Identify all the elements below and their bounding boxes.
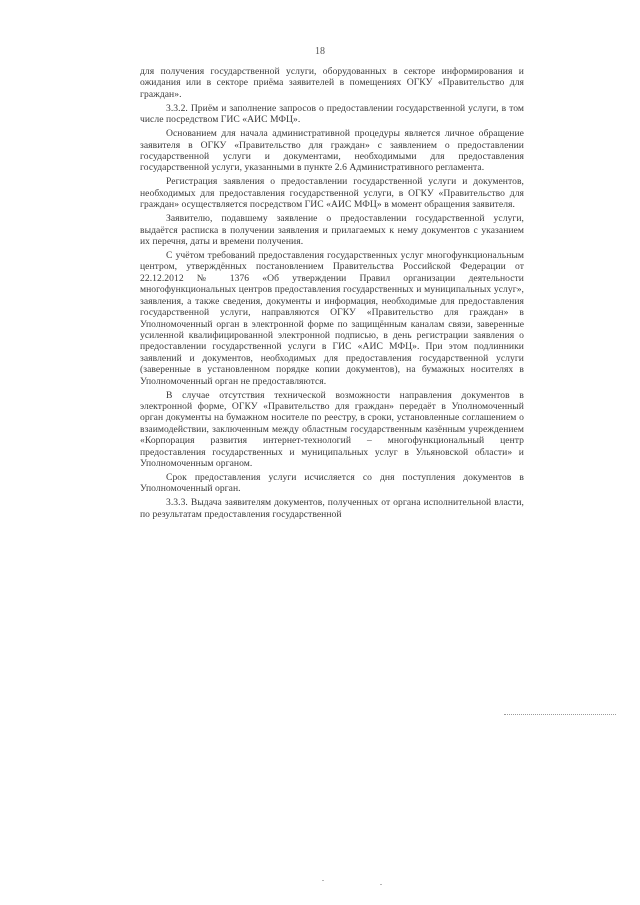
- paragraph-requirements: С учётом требований предоставления государственных услуг многофункциональным центром, утверждённых постановлением Правительства Российской Федерации от 22.12.2012 № 1376 «Об утверждении Правил организации деятельности многофункциональных центров предоставления государственных и муниципальных услуг», заявления, а также сведения, документы и информация, необходимые для предоставления государственной услуги, направляются ОГКУ «Правительство для граждан» в Уполномоченный орган в электронной форме по защищённым каналам связи, заверенные усиленной квалифицированной электронной подписью, в день регистрации заявления о предоставлении государственной услуги в ГИС «АИС МФЦ». При этом подлинники заявлений и документов, необходимых для предоставления государственной услуги (заверенные в установленном порядке копии документов), на бумажных носителях в Уполномоченный орган не предоставляются.: [140, 250, 524, 387]
- paragraph-continuation: для получения государственной услуги, оборудованных в секторе информирования и ожидания или в секторе приёма заявителей в помещениях ОГКУ «Правительство для граждан».: [140, 66, 524, 100]
- scan-dot: [322, 880, 324, 881]
- scan-dot: [380, 884, 382, 885]
- document-body: [140, 66, 524, 523]
- paragraph-section-3-3-3: 3.3.3. Выдача заявителям документов, полученных от органа исполнительной власти, по результатам предоставления государственной: [140, 497, 524, 520]
- paragraph-basis: Основанием для начала административной процедуры является личное обращение заявителя в ОГКУ «Правительство для граждан» с заявлением о предоставлении государственной услуги и документами, необходимыми для предоставления государственной услуги, указанными в пункте 2.6 Административного регламента.: [140, 128, 524, 174]
- page-number: 18: [315, 46, 325, 57]
- scan-dotted-line: [504, 714, 616, 715]
- paragraph-section-3-3-2: 3.3.2. Приём и заполнение запросов о предоставлении государственной услуги, в том числе посредством ГИС «АИС МФЦ».: [140, 102, 524, 126]
- paragraph-registration: Регистрация заявления о предоставлении государственной услуги и документов, необходимых для предоставления государственной услуги, в ОГКУ «Правительство для граждан» осуществляется посредством ГИС «АИС МФЦ» в момент обращения заявителя.: [140, 176, 524, 211]
- paragraph-term: Срок предоставления услуги исчисляется со дня поступления документов в Уполномоченный орган.: [140, 471, 524, 495]
- paragraph-no-technical-possibility: В случае отсутствия технической возможности направления документов в электронной форме, ОГКУ «Правительство для граждан» передаёт в Уполномоченный орган документы на бумажном носителе по реестру, в сроки, установленные соглашением о взаимодействии, заключенным между областным государственным казённым учреждением «Корпорация развития интернет-технологий – многофункциональный центр предоставления государственных и муниципальных услуг в Ульяновской области» и Уполномоченным органом.: [140, 389, 524, 469]
- paragraph-receipt: Заявителю, подавшему заявление о предоставлении государственной услуги, выдаётся расписка в получении заявления и прилагаемых к нему документов с указанием их перечня, даты и времени получения.: [140, 213, 524, 248]
